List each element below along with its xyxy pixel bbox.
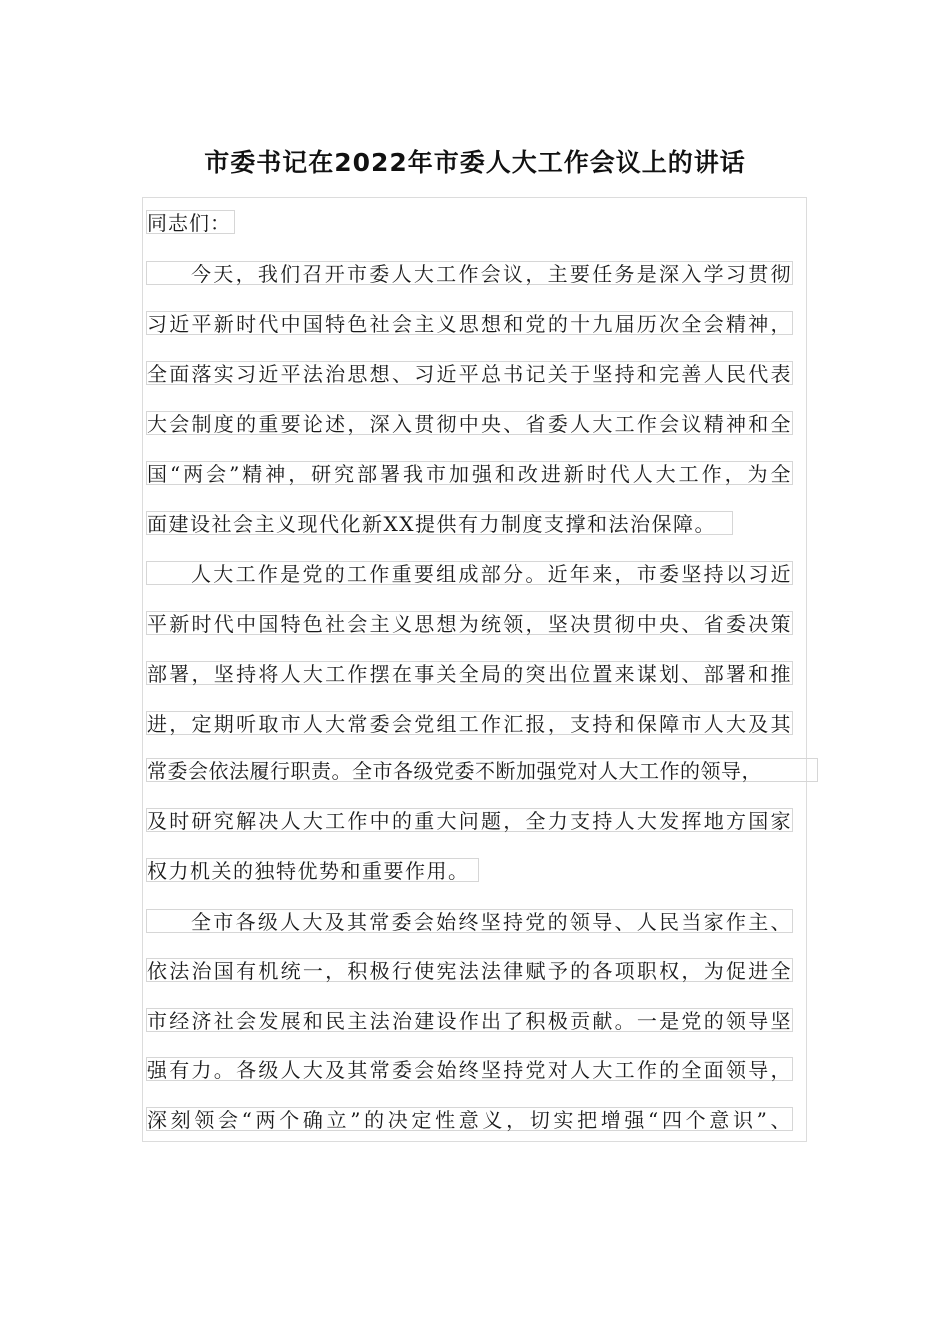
paragraph-line: 及时研究解决人大工作中的重大问题，全力支持人大发挥地方国家 — [147, 809, 792, 833]
paragraph-line: 部署，坚持将人大工作摆在事关全局的突出位置来谋划、部署和推 — [147, 662, 792, 686]
paragraph-line: 人大工作是党的工作重要组成部分。近年来，市委坚持以习近 — [146, 561, 793, 585]
paragraph-line: 今天，我们召开市委人大工作会议，主要任务是深入学习贯彻 — [146, 261, 793, 285]
paragraph-line: 全市各级人大及其常委会始终坚持党的领导、人民当家作主、 — [146, 909, 793, 933]
paragraph-line: 强有力。各级人大及其常委会始终坚持党对人大工作的全面领导， — [147, 1058, 792, 1082]
paragraph-line: 面建设社会主义现代化新XX提供有力制度支撑和法治保障。 — [146, 511, 733, 535]
document-title: 市委书记在2022年市委人大工作会议上的讲话 — [204, 148, 746, 177]
paragraph-line: 市经济社会发展和民主法治建设作出了积极贡献。一是党的领导坚 — [147, 1009, 792, 1033]
salutation: 同志们： — [146, 210, 235, 234]
paragraph-line: 深刻领会“两个确立”的决定性意义，切实把增强“四个意识”、 — [147, 1108, 792, 1132]
paragraph-line: 权力机关的独特优势和重要作用。 — [146, 858, 479, 882]
paragraph-line: 大会制度的重要论述，深入贯彻中央、省委人大工作会议精神和全 — [147, 412, 792, 436]
paragraph-line: 进，定期听取市人大常委会党组工作汇报，支持和保障市人大及其 — [147, 712, 792, 736]
paragraph-line: 依法治国有机统一，积极行使宪法法律赋予的各项职权，为促进全 — [147, 959, 792, 983]
paragraph-line: 全面落实习近平法治思想、习近平总书记关于坚持和完善人民代表 — [147, 362, 792, 386]
paragraph-line: 常委会依法履行职责。全市各级党委不断加强党对人大工作的领导， — [146, 758, 818, 782]
paragraph-line: 国“两会”精神，研究部署我市加强和改进新时代人大工作，为全 — [147, 462, 792, 486]
paragraph-line: 习近平新时代中国特色社会主义思想和党的十九届历次全会精神， — [147, 312, 792, 336]
paragraph-line: 平新时代中国特色社会主义思想为统领，坚决贯彻中央、省委决策 — [147, 612, 792, 636]
